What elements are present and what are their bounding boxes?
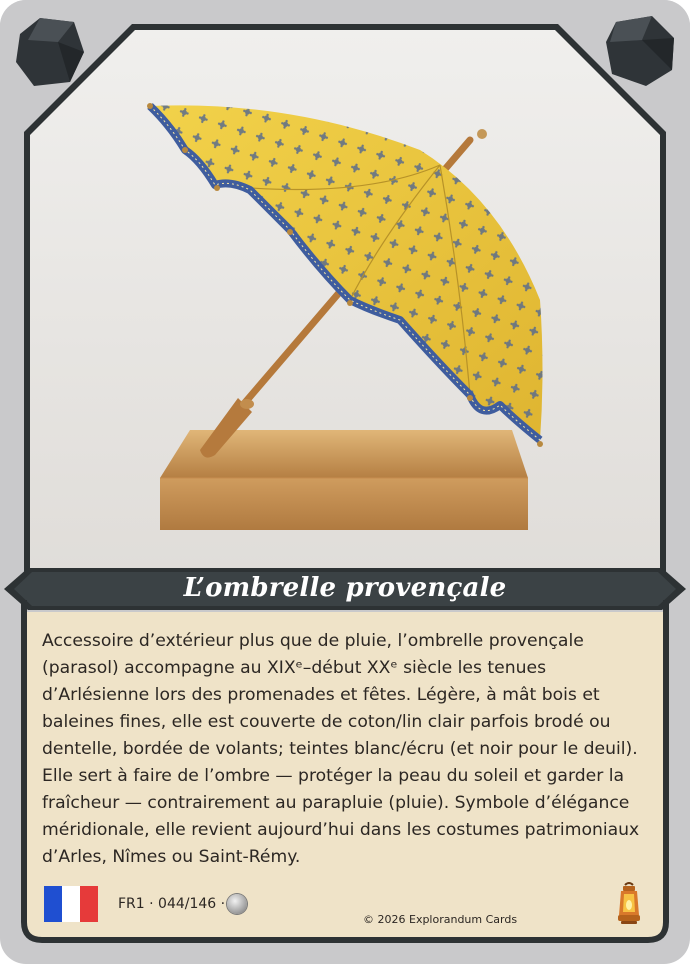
copyright: © 2026 Explorandum Cards <box>363 913 518 926</box>
card-description: Accessoire d’extérieur plus que de pluie, l’ombrelle provençale (parasol) accompagne au XIXᵉ–début XXᵉ siècle les tenues d’Arlésienne lors des promenades et fêtes. Légère, à mât bois et baleines fines, elle est couverte de coton/lin clair parfois brodé ou dentelle, bordée de volants; teintes blanc/écru (et noir pour le deuil). Elle sert à faire de l’ombre — protéger la peau du soleil et garder la fraîcheur — contrairement au parapluie (pluie). Symbole d’élégance méridionale, elle revient aujourd’hui dans les costumes patrimoniaux d’Arles, Nîmes ou Saint-Rémy. <box>42 631 640 867</box>
card-frame <box>0 600 690 964</box>
set-code: FR1 · 044/146 · <box>118 896 226 912</box>
card-title: L’ombrelle provençale <box>183 573 507 603</box>
stone-icon <box>602 12 678 88</box>
stone-icon <box>12 12 88 88</box>
